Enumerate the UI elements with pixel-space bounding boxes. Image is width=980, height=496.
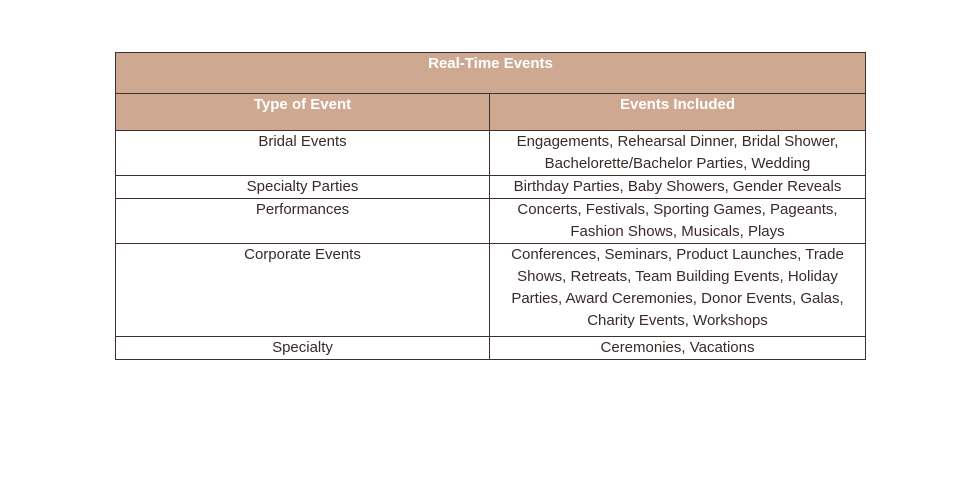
events-included-cell: Conferences, Seminars, Product Launches, Trade Shows, Retreats, Team Building Events, Holiday Parties, Award Ceremonies, Donor Events, Galas, Charity Events, Workshops (490, 244, 866, 337)
table-row (116, 176, 866, 199)
table-row (116, 337, 866, 360)
table-title: Real-Time Events (116, 53, 866, 94)
table-row (116, 131, 866, 176)
table-row (116, 244, 866, 337)
events-table (115, 52, 866, 360)
event-type-cell: Performances (116, 199, 490, 244)
table-title-row (116, 53, 866, 94)
column-header-events: Events Included (490, 94, 866, 131)
events-included-cell: Birthday Parties, Baby Showers, Gender Reveals (490, 176, 866, 199)
event-type-cell: Specialty Parties (116, 176, 490, 199)
table-header-row (116, 94, 866, 131)
events-included-cell: Engagements, Rehearsal Dinner, Bridal Shower, Bachelorette/Bachelor Parties, Wedding (490, 131, 866, 176)
event-type-cell: Specialty (116, 337, 490, 360)
column-header-type: Type of Event (116, 94, 490, 131)
events-included-cell: Ceremonies, Vacations (490, 337, 866, 360)
events-included-cell: Concerts, Festivals, Sporting Games, Pageants, Fashion Shows, Musicals, Plays (490, 199, 866, 244)
event-type-cell: Bridal Events (116, 131, 490, 176)
event-type-cell: Corporate Events (116, 244, 490, 337)
table-row (116, 199, 866, 244)
